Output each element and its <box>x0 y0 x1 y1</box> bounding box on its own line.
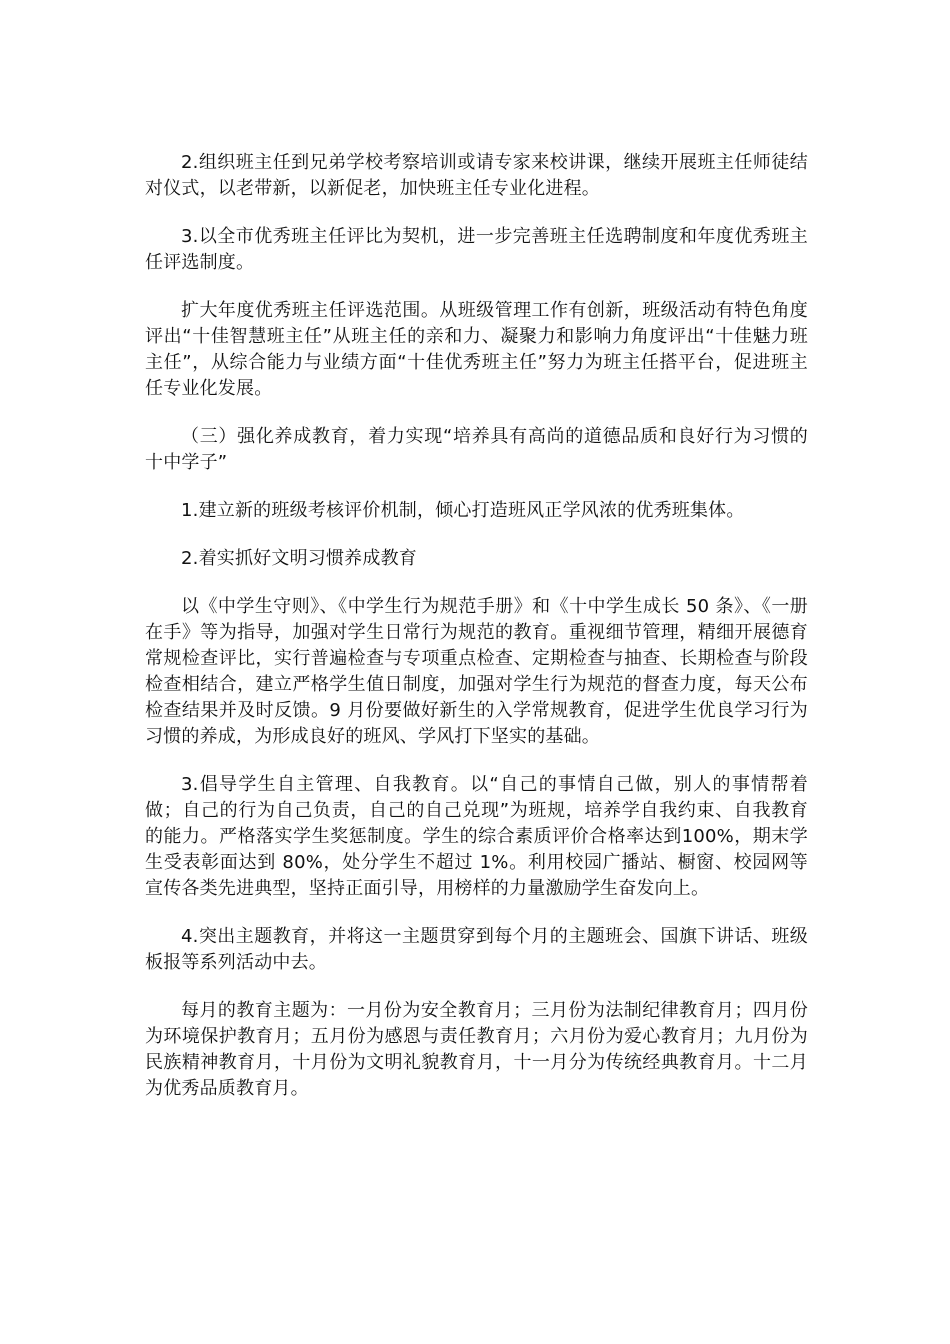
document-page <box>145 150 808 1124</box>
paragraph-civilized-habits: 2.着实抓好文明习惯养成教育 <box>181 548 417 569</box>
paragraph-award-scope: 扩大年度优秀班主任评选范围。从班级管理工作有创新，班级活动有特色角度评出“十佳智慧班主任”从班主任的亲和力、凝聚力和影响力角度评出“十佳魅力班主任”，从综合能力与业绩方面“十佳优秀班主任”努力为班主任搭平台，促进班主任专业化发展。 <box>145 300 808 399</box>
section-heading-habit-education: （三）强化养成教育，着力实现“培养具有高尚的道德品质和良好行为习惯的十中学子” <box>145 426 808 473</box>
paragraph-behavior-norms: 以《中学生守则》、《中学生行为规范手册》和《十中学生成长 50 条》、《一册在手》等为指导，加强对学生日常行为规范的教育。重视细节管理，精细开展德育常规检查评比，实行普遍检查与专项重点检查、定期检查与抽查、长期检查与阶段检查相结合，建立严格学生值日制度，加强对学生行为规范的督查力度，每天公布检查结果并及时反馈。9 月份要做好新生的入学常规教育，促进学生优良学习行为习惯的养成，为形成良好的班风、学风打下坚实的基础。 <box>145 596 808 747</box>
paragraph-selection-system: 3.以全市优秀班主任评比为契机，进一步完善班主任选聘制度和年度优秀班主任评选制度。 <box>145 226 808 273</box>
paragraph-monthly-themes: 每月的教育主题为：一月份为安全教育月；三月份为法制纪律教育月；四月份为环境保护教育月；五月份为感恩与责任教育月；六月份为爱心教育月；九月份为民族精神教育月，十月份为文明礼貌教育月，十一月分为传统经典教育月。十二月为优秀品质教育月。 <box>145 1000 808 1099</box>
paragraph-theme-education: 4.突出主题教育，并将这一主题贯穿到每个月的主题班会、国旗下讲话、班级板报等系列活动中去。 <box>145 926 808 973</box>
paragraph-self-management: 3.倡导学生自主管理、自我教育。以“自己的事情自己做，别人的事情帮着做；自己的行为自己负责，自己的自己兑现”为班规，培养学自我约束、自我教育的能力。严格落实学生奖惩制度。学生的综合素质评价合格率达到100%，期末学生受表彰面达到 80%，处分学生不超过 1%。利用校园广播站、橱窗、校园网等宣传各类先进典型，坚持正面引导，用榜样的力量激励学生奋发向上。 <box>145 774 808 899</box>
paragraph-class-evaluation: 1.建立新的班级考核评价机制，倾心打造班风正学风浓的优秀班集体。 <box>181 500 745 521</box>
paragraph-teacher-training: 2.组织班主任到兄弟学校考察培训或请专家来校讲课，继续开展班主任师徒结对仪式，以老带新，以新促老，加快班主任专业化进程。 <box>145 152 808 199</box>
